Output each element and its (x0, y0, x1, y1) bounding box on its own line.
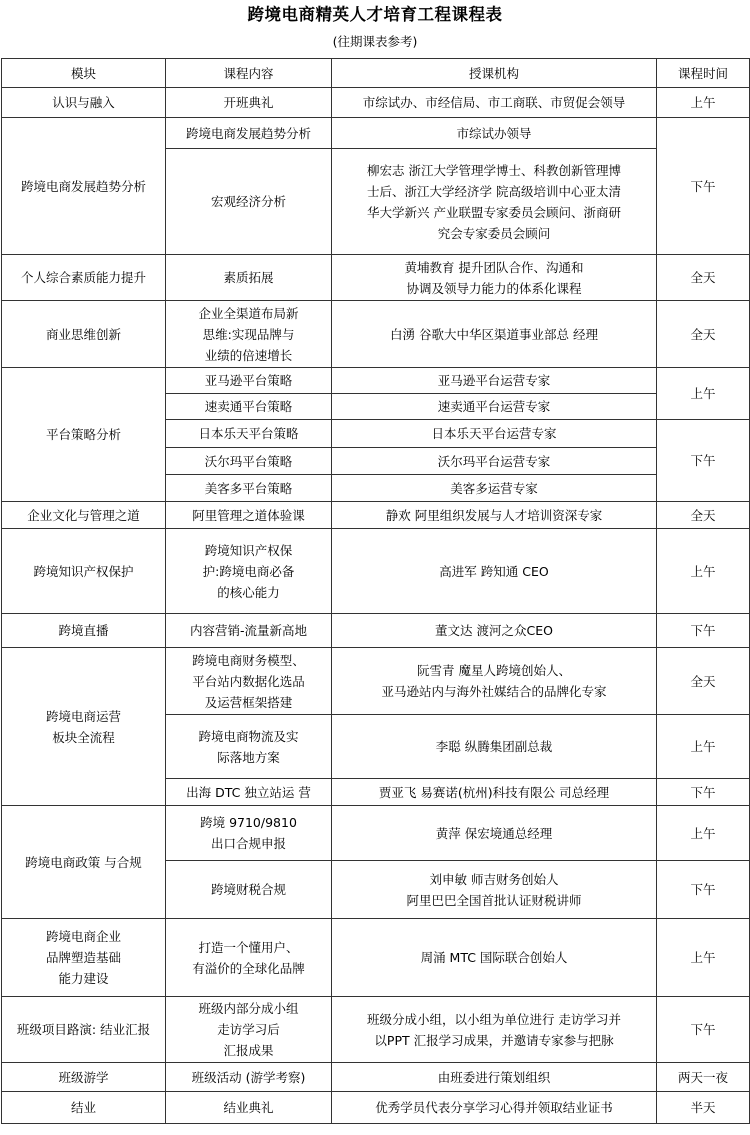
course-cell: 打造一个懂用户、 有溢价的全球化品牌 (166, 919, 332, 997)
org-cell: 沃尔玛平台运营专家 (332, 448, 657, 475)
time-cell: 半天 (657, 1092, 750, 1124)
page-title: 跨境电商精英人才培育工程课程表 (247, 5, 503, 24)
course-cell: 跨境知识产权保 护:跨境电商必备 的核心能力 (166, 529, 332, 614)
course-cell: 跨境电商财务模型、 平台站内数据化选品 及运营框架搭建 (166, 648, 332, 715)
table-row (2, 614, 750, 648)
table-row (2, 301, 750, 368)
time-cell: 下午 (657, 118, 750, 255)
course-cell: 结业典礼 (166, 1092, 332, 1124)
course-cell: 宏观经济分析 (166, 149, 332, 255)
org-cell: 黄萍 保宏境通总经理 (332, 806, 657, 861)
course-cell: 班级活动 (游学考察) (166, 1063, 332, 1092)
table-row (2, 118, 750, 149)
module-cell: 个人综合素质能力提升 (2, 255, 166, 301)
course-cell: 美客多平台策略 (166, 475, 332, 502)
table-row (2, 529, 750, 614)
time-cell: 下午 (657, 779, 750, 806)
module-cell: 跨境知识产权保护 (2, 529, 166, 614)
time-cell: 两天一夜 (657, 1063, 750, 1092)
module-cell: 班级项目路演: 结业汇报 (2, 997, 166, 1063)
org-cell: 贾亚飞 易赛诺(杭州)科技有限公 司总经理 (332, 779, 657, 806)
course-cell: 企业全渠道布局新 思维:实现品牌与 业绩的倍速增长 (166, 301, 332, 368)
time-cell: 下午 (657, 861, 750, 919)
table-row (2, 1092, 750, 1124)
org-cell: 刘申敏 师吉财务创始人 阿里巴巴全国首批认证财税讲师 (332, 861, 657, 919)
time-cell: 全天 (657, 502, 750, 529)
org-cell: 董文达 渡河之众CEO (332, 614, 657, 648)
course-cell: 班级内部分成小组 走访学习后 汇报成果 (166, 997, 332, 1063)
module-cell: 班级游学 (2, 1063, 166, 1092)
course-schedule-table (1, 58, 750, 1124)
org-cell: 高进军 跨知通 CEO (332, 529, 657, 614)
header-course: 课程内容 (166, 59, 332, 88)
module-cell: 跨境电商企业 品牌塑造基础 能力建设 (2, 919, 166, 997)
module-cell: 企业文化与管理之道 (2, 502, 166, 529)
course-cell: 亚马逊平台策略 (166, 368, 332, 394)
course-cell: 内容营销-流量新高地 (166, 614, 332, 648)
header-org: 授课机构 (332, 59, 657, 88)
org-cell: 静欢 阿里组织发展与人才培训资深专家 (332, 502, 657, 529)
time-cell: 上午 (657, 529, 750, 614)
org-cell: 市综试办、市经信局、市工商联、市贸促会领导 (332, 88, 657, 118)
org-cell: 阮雪青 魔星人跨境创始人、 亚马逊站内与海外社媒结合的品牌化专家 (332, 648, 657, 715)
org-cell: 周涌 MTC 国际联合创始人 (332, 919, 657, 997)
time-cell: 全天 (657, 301, 750, 368)
header-time: 课程时间 (657, 59, 750, 88)
table-row (2, 919, 750, 997)
course-cell: 跨境财税合规 (166, 861, 332, 919)
table-row (2, 648, 750, 715)
time-cell: 全天 (657, 648, 750, 715)
module-cell: 跨境电商运营 板块全流程 (2, 648, 166, 806)
table-row (2, 502, 750, 529)
header-module: 模块 (2, 59, 166, 88)
table-row (2, 1063, 750, 1092)
course-cell: 跨境电商发展趋势分析 (166, 118, 332, 149)
course-cell: 阿里管理之道体验课 (166, 502, 332, 529)
course-cell: 跨境 9710/9810 出口合规申报 (166, 806, 332, 861)
module-cell: 结业 (2, 1092, 166, 1124)
course-cell: 速卖通平台策略 (166, 394, 332, 420)
time-cell: 上午 (657, 715, 750, 779)
table-row (2, 255, 750, 301)
table-row (2, 88, 750, 118)
org-cell: 班级分成小组，以小组为单位进行 走访学习并 以PPT 汇报学习成果，并邀请专家参与把脉 (332, 997, 657, 1063)
module-cell: 跨境电商发展趋势分析 (2, 118, 166, 255)
org-cell: 市综试办领导 (332, 118, 657, 149)
page-subtitle: (往期课表参考) (332, 34, 418, 49)
org-cell: 白湧 谷歌大中华区渠道事业部总 经理 (332, 301, 657, 368)
module-cell: 跨境直播 (2, 614, 166, 648)
course-cell: 开班典礼 (166, 88, 332, 118)
org-cell: 黄埔教育 提升团队合作、沟通和 协调及领导力能力的体系化课程 (332, 255, 657, 301)
course-cell: 跨境电商物流及实 际落地方案 (166, 715, 332, 779)
module-cell: 跨境电商政策 与合规 (2, 806, 166, 919)
table-row (2, 368, 750, 394)
org-cell: 柳宏志 浙江大学管理学博士、科教创新管理博 士后、浙江大学经济学 院高级培训中心亚太清 华大学新兴 产业联盟专家委员会顾问、浙商研 究会专家委员会顾问 (332, 149, 657, 255)
course-cell: 日本乐天平台策略 (166, 420, 332, 448)
course-cell: 出海 DTC 独立站运 营 (166, 779, 332, 806)
time-cell: 下午 (657, 614, 750, 648)
module-cell: 商业思维创新 (2, 301, 166, 368)
org-cell: 亚马逊平台运营专家 (332, 368, 657, 394)
time-cell: 上午 (657, 919, 750, 997)
course-cell: 素质拓展 (166, 255, 332, 301)
time-cell: 下午 (657, 420, 750, 502)
org-cell: 日本乐天平台运营专家 (332, 420, 657, 448)
time-cell: 上午 (657, 88, 750, 118)
table-row (2, 806, 750, 861)
time-cell: 上午 (657, 806, 750, 861)
table-header-row (2, 59, 750, 88)
org-cell: 优秀学员代表分享学习心得并领取结业证书 (332, 1092, 657, 1124)
course-cell: 沃尔玛平台策略 (166, 448, 332, 475)
time-cell: 全天 (657, 255, 750, 301)
org-cell: 速卖通平台运营专家 (332, 394, 657, 420)
time-cell: 下午 (657, 997, 750, 1063)
module-cell: 平台策略分析 (2, 368, 166, 502)
org-cell: 由班委进行策划组织 (332, 1063, 657, 1092)
table-row (2, 997, 750, 1063)
org-cell: 李聪 纵腾集团副总裁 (332, 715, 657, 779)
time-cell: 上午 (657, 368, 750, 420)
module-cell: 认识与融入 (2, 88, 166, 118)
org-cell: 美客多运营专家 (332, 475, 657, 502)
